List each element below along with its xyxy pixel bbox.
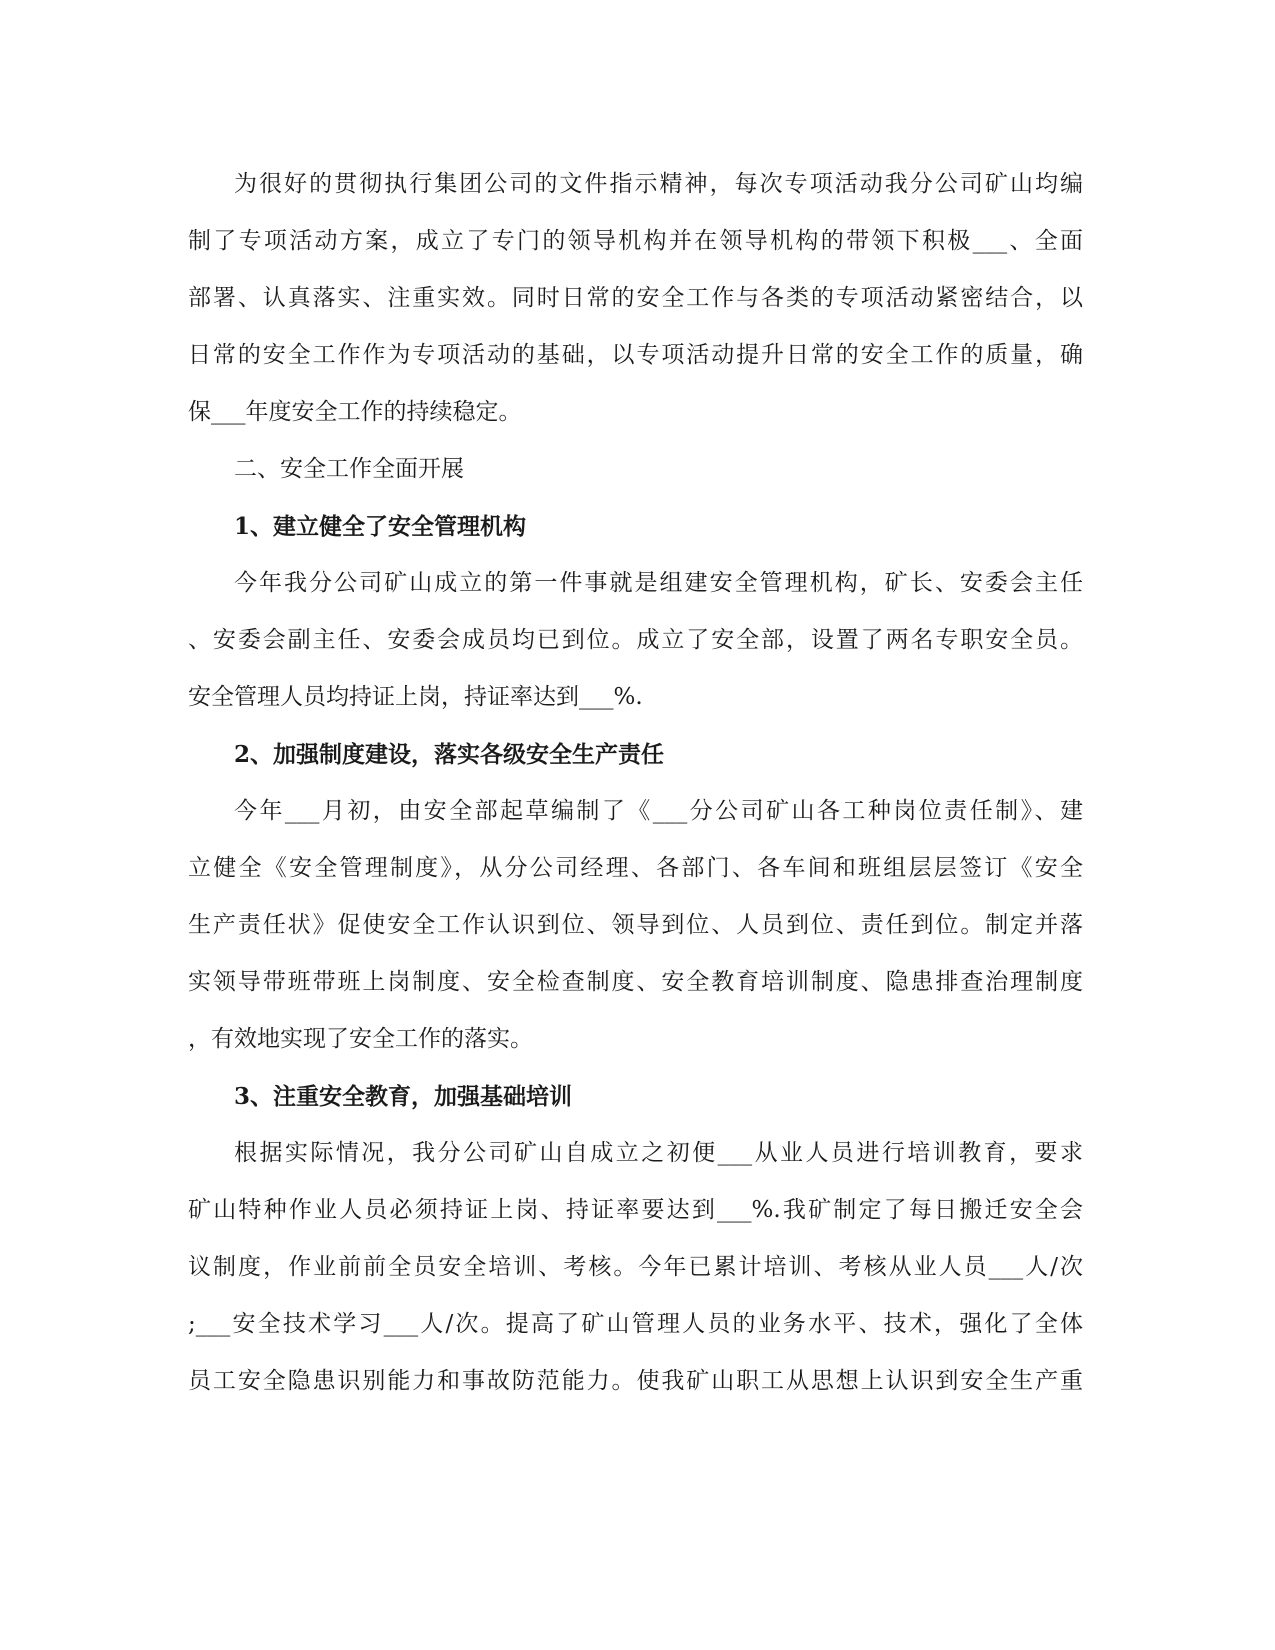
paragraph-line: 部署、认真落实、注重实效。同时日常的安全工作与各类的专项活动紧密结合，以: [188, 285, 1083, 311]
paragraph-line: 、安委会副主任、安委会成员均已到位。成立了安全部，设置了两名专职安全员。: [188, 627, 1083, 653]
paragraph-line: 日常的安全工作作为专项活动的基础，以专项活动提升日常的安全工作的质量，确: [188, 342, 1083, 368]
paragraph-line: 今年___月初，由安全部起草编制了《___分公司矿山各工种岗位责任制》、建: [234, 798, 1083, 824]
section-heading: 二、安全工作全面开展: [234, 456, 464, 482]
paragraph-line: 制了专项活动方案，成立了专门的领导机构并在领导机构的带领下积极___、全面: [188, 228, 1083, 254]
paragraph-line: ，有效地实现了安全工作的落实。: [188, 1026, 533, 1052]
subsection-heading: 2、加强制度建设，落实各级安全生产责任: [234, 741, 665, 768]
paragraph-line: 根据实际情况，我分公司矿山自成立之初便___从业人员进行培训教育，要求: [234, 1140, 1083, 1166]
paragraph-line: 矿山特种作业人员必须持证上岗、持证率要达到___%.我矿制定了每日搬迁安全会: [188, 1197, 1083, 1223]
subsection-heading: 1、建立健全了安全管理机构: [234, 513, 527, 540]
paragraph-line: 立健全《安全管理制度》，从分公司经理、各部门、各车间和班组层层签订《安全: [188, 855, 1083, 881]
paragraph-line: 安全管理人员均持证上岗，持证率达到___%.: [188, 684, 643, 710]
paragraph-line: 保___年度安全工作的持续稳定。: [188, 399, 522, 425]
document-page: [188, 156, 1083, 1410]
paragraph-line: 生产责任状》促使安全工作认识到位、领导到位、人员到位、责任到位。制定并落: [188, 912, 1083, 938]
subsection-heading: 3、注重安全教育，加强基础培训: [234, 1083, 573, 1110]
paragraph-line: 为很好的贯彻执行集团公司的文件指示精神，每次专项活动我分公司矿山均编: [234, 171, 1083, 197]
paragraph-line: ;___安全技术学习___人/次。提高了矿山管理人员的业务水平、技术，强化了全体: [188, 1311, 1083, 1337]
paragraph-line: 今年我分公司矿山成立的第一件事就是组建安全管理机构，矿长、安委会主任: [234, 570, 1083, 596]
paragraph-line: 员工安全隐患识别能力和事故防范能力。使我矿山职工从思想上认识到安全生产重: [188, 1368, 1083, 1394]
paragraph-line: 议制度，作业前前全员安全培训、考核。今年已累计培训、考核从业人员___人/次: [188, 1254, 1083, 1280]
paragraph-line: 实领导带班带班上岗制度、安全检查制度、安全教育培训制度、隐患排查治理制度: [188, 969, 1083, 995]
